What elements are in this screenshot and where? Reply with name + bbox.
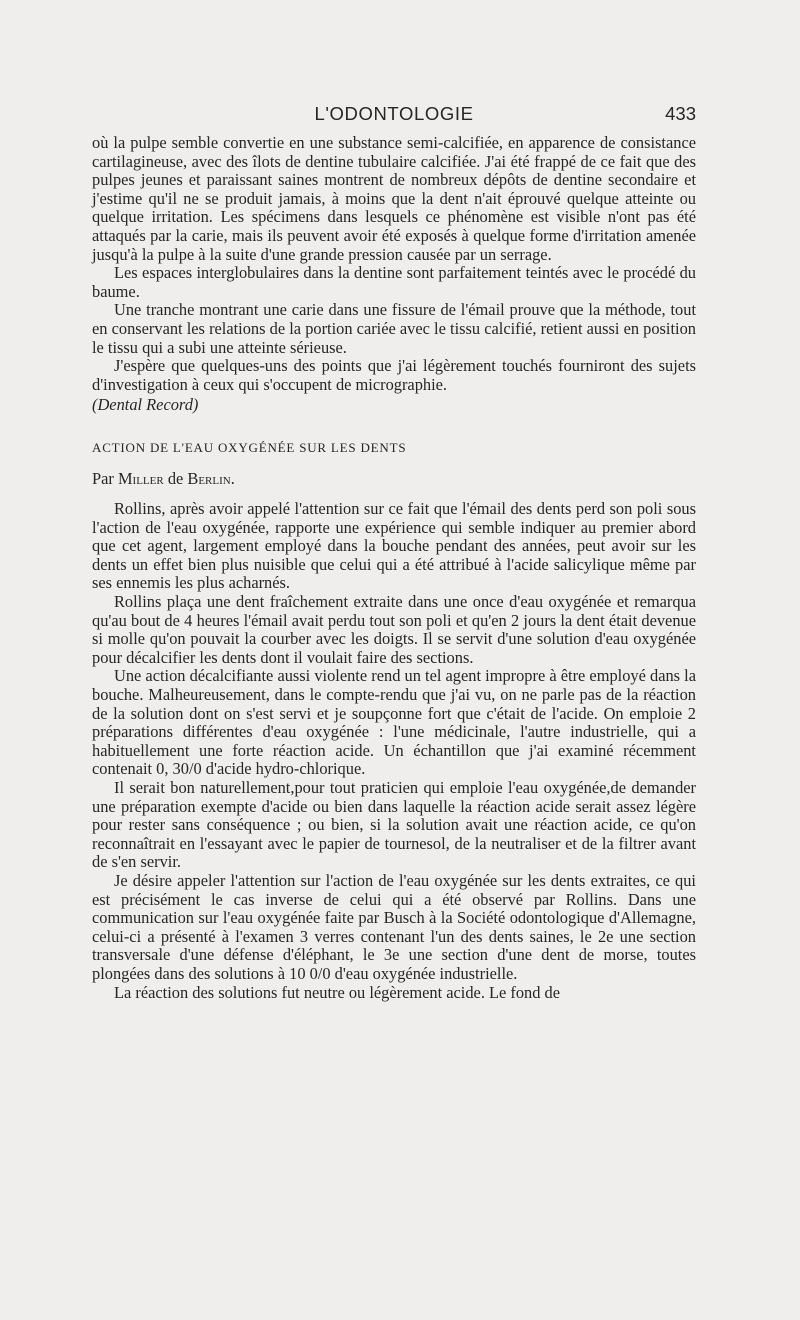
article-paragraph-3: Une action décalcifiante aussi violente rend un tel agent impropre à être employé dans la bouche. Malheureusement, dans le compte-rendu que j'ai vu, on ne parle pas de la réaction de la solution dont on s'est servi et je soupçonne fort que c'était de l'acide. On emploie 2 préparations différentes d'eau oxygénée : l'une médicinale, l'autre industrielle, qui a habituellement une forte réaction acide. Un échantillon que j'ai examiné récemment contenait 0, 30/0 d'acide hydro-chlorique.	[92, 666, 696, 779]
article-paragraph-2: Rollins plaça une dent fraîchement extraite dans une once d'eau oxygénée et remarqua qu'au bout de 4 heures l'émail avait perdu tout son poli et qu'en 2 jours la dent était devenue si molle qu'on pouvait la courber avec les doigts. Il se servit d'une solution d'eau oxygénée pour décalcifier les dents dont il voulait faire des sections.	[92, 592, 696, 667]
article-byline	[92, 470, 696, 489]
article-paragraph-1: Rollins, après avoir appelé l'attention sur ce fait que l'émail des dents perd son poli sous l'action de l'eau oxygénée, rapporte une expérience qui semble indiquer au premier abord que cet agent, largement employé dans la bouche pendant des années, peut avoir sur les dents un effet bien plus nuisible que celui qui a été attribué à l'acide salicylique même par ses ennemis les plus acharnés.	[92, 499, 696, 593]
byline-author: Miller	[117, 468, 164, 488]
intro-paragraph-2: Les espaces interglobulaires dans la dentine sont parfaitement teintés avec le procédé du baume.	[92, 263, 696, 301]
intro-paragraph-4: J'espère que quelques-uns des points que j'ai légèrement touchés fourniront des sujets d'investigation à ceux qui s'occupent de micrographie.	[92, 356, 696, 394]
article-paragraph-5: Je désire appeler l'attention sur l'action de l'eau oxygénée sur les dents extraites, ce qui est précisément le cas inverse de celui qui a été observé par Rollins. Dans une communication sur l'eau oxygénée faite par Busch à la Société odontologique d'Allemagne, celui-ci a présenté à l'examen 3 verres contenant l'un des dents saines, le 2e une section transversale d'une défense d'éléphant, le 3e une section d'une dent de morse, toutes plongées dans des solutions à 10 0/0 d'eau oxygénée industrielle.	[92, 870, 696, 983]
article-title: ACTION DE L'EAU OXYGÉNÉE SUR LES DENTS	[92, 439, 407, 455]
page-header	[92, 101, 696, 131]
byline-city: Berlin.	[187, 468, 235, 488]
article-paragraph-4: Il serait bon naturellement,pour tout praticien qui emploie l'eau oxygénée,de demander une préparation exempte d'acide ou bien dans laquelle la réaction acide serait assez légère pour rester sans conséquence ; ou bien, si la solution avait une réaction acide, ce qu'on reconnaîtrait en l'essayant avec le papier de tournesol, de la neutraliser et de la filtrer avant de s'en servir.	[92, 778, 696, 872]
page-number: 433	[665, 103, 696, 124]
byline-de: de	[167, 468, 184, 488]
page-body	[92, 134, 696, 1002]
byline-par: Par	[92, 468, 114, 488]
intro-paragraph-3: Une tranche montrant une carie dans une fissure de l'émail prouve que la méthode, tout en conservant les relations de la portion cariée avec le tissu calcifié, retient aussi en position le tissu qui a subi une atteinte sérieuse.	[92, 300, 696, 357]
source-citation: (Dental Record)	[92, 395, 199, 415]
running-title: L'ODONTOLOGIE	[314, 103, 474, 124]
intro-paragraph-1: où la pulpe semble convertie en une substance semi-calcifiée, en apparence de consistance cartilagineuse, avec des îlots de dentine tubulaire calcifiée. J'ai été frappé de ce fait que des pulpes jeunes et paraissant saines montrent de nombreux dépôts de dentine secondaire et j'estime qu'il ne se produit jamais, à moins que la dent n'ait éprouvé quelque atteinte ou quelque irritation. Les spécimens dans lesquels ce phénomène est visible n'ont pas été attaqués par la carie, mais ils peuvent avoir été exposés à quelque forme d'irritation amenée jusqu'à la pulpe à la suite d'une grande pression causée par un serrage.	[92, 133, 696, 264]
article-paragraph-6: La réaction des solutions fut neutre ou légèrement acide. Le fond de	[114, 982, 561, 1002]
